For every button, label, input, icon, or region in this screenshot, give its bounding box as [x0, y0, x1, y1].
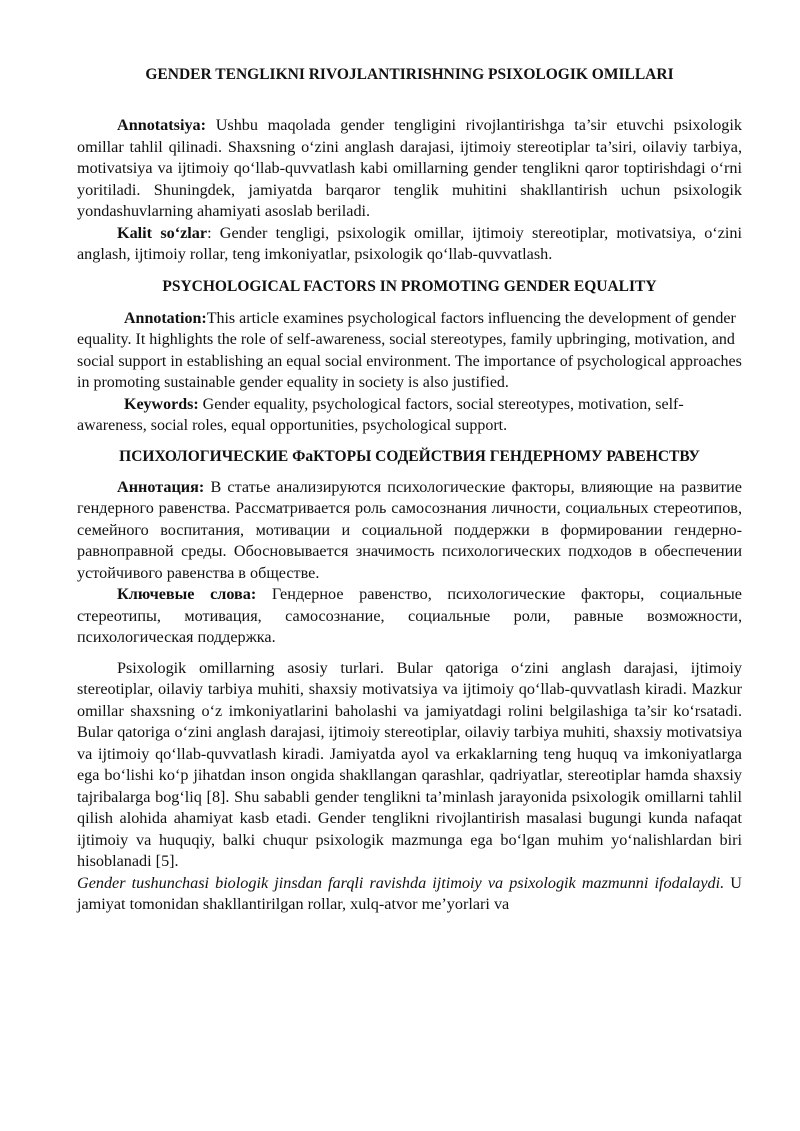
uz-keywords-text: : Gender tengligi, psixologik omillar, ijtimoiy stereotiplar, motivatsiya, o‘zini anglash, ijtimoiy rollar, teng imkoniyatlar, psixologik qo‘llab-quvvatlash. [77, 223, 742, 263]
en-section [77, 308, 742, 437]
uz-abstract-label: Annotatsiya: [117, 116, 207, 134]
en-abstract-text: This article examines psychological factors influencing the development of gender equality. It highlights the role of self-awareness, social stereotypes, family upbringing, motivation, and social support in establishing an equal social environment. The importance of psychological approaches in promoting sustainable gender equality in society is also justified. [77, 309, 742, 391]
body-paragraph-1: Psixologik omillarning asosiy turlari. Bular qatoriga o‘zini anglash darajasi, ijtimoiy stereotiplar, oilaviy tarbiya muhiti, shaxsiy motivatsiya va ijtimoiy qo‘llab-quvvatlash kiradi. Mazkur omillar shaxsning o‘z imkoniyatlarini baholashi va jamiyatdagi rolini belgilashiga ta’sir ko‘rsatadi. Bular qatoriga o‘zini anglash darajasi, ijtimoiy stereotiplar, oilaviy tarbiya muhiti, shaxsiy motivatsiya va ijtimoiy qo‘llab-quvvatlash kiradi. Jamiyatda ayol va erkaklarning teng huquq va imkoniyatlarga ega bo‘lishi ko‘p jihatdan inson ongida shakllangan qarashlar, qadriyatlar, stereotiplar hamda shaxsiy tajribalarga bog‘liq [8]. Shu sababli gender tenglikni ta’minlash jarayonida psixologik omillarni tahlil qilish alohida ahamiyat kasb etadi. Gender tenglikni rivojlantirish masalasi bugungi kunda nafaqat ijtimoiy va huquqiy, balki chuqur psixologik mazmunga ega bo‘lgan muhim yo‘nalishlardan biri hisoblanadi [5]. [77, 658, 742, 870]
paper-page [77, 58, 742, 916]
ru-abstract [77, 477, 742, 585]
ru-keywords-text: Гендерное равенство, психологические факторы, социальные стереотипы, мотивация, самосознание, социальные роли, равные возможности, психологическая поддержка. [77, 585, 742, 646]
uz-keywords [77, 223, 742, 266]
body-paragraph-2-italic: Gender tushunchasi biologik jinsdan farqli ravishda ijtimoiy va psixologik mazmunni ifodalaydi. [77, 873, 725, 892]
en-keywords-label: Keywords: [124, 395, 199, 413]
body-paragraph-2-text: U jamiyat tomonidan shakllantirilgan rollar, xulq-atvor me’yorlari va [77, 873, 742, 913]
uz-abstract-text: Ushbu maqolada gender tengligini rivojlantirishga ta’sir etuvchi psixologik omillar tahlil qilinadi. Shaxsning o‘zini anglash darajasi, ijtimoiy stereotiplar ta’siri, oilaviy tarbiya, motivatsiya va ijtimoiy qo‘llab-quvvatlash kabi omillarning gender tenglikni qaror toptirishdagi o‘rni yoritiladi. Shuningdek, jamiyatda barqaror tenglik muhitini shakllantirish uchun psixologik yondashuvlarning ahamiyati asoslab beriladi. [77, 116, 742, 220]
ru-keywords [77, 584, 742, 649]
ru-abstract-label: Аннотация: [117, 477, 205, 496]
ru-abstract-text: В статье анализируются психологические факторы, влияющие на развитие гендерного равенства. Рассматривается роль самосознания личности, социальных стереотипов, семейного воспитания, мотивации и социальной поддержки в формировании гендерно-равноправной среды. Обосновывается значимость психологических подходов в обеспечении устойчивого равенства в обществе. [77, 477, 742, 582]
en-keywords-text: Gender equality, psychological factors, social stereotypes, motivation, self-awareness, social roles, equal opportunities, psychological support. [77, 395, 684, 434]
uz-keywords-label: Kalit so‘zlar [117, 223, 208, 242]
uz-abstract [77, 115, 742, 223]
body-paragraph-2 [77, 873, 742, 916]
en-keywords [77, 394, 742, 437]
en-abstract [77, 308, 742, 394]
en-title: PSYCHOLOGICAL FACTORS IN PROMOTING GENDER EQUALITY [162, 277, 657, 295]
ru-title: ПСИХОЛОГИЧЕСКИЕ ФаКТОРЫ СОДЕЙСТВИЯ ГЕНДЕРНОМУ РАВЕНСТВУ [119, 447, 700, 465]
uz-title: GENDER TENGLIKNI RIVOJLANTIRISHNING PSIXOLOGIK OMILLARI [145, 66, 674, 83]
ru-keywords-label: Ключевые слова: [117, 585, 257, 603]
en-abstract-label: Annotation: [124, 309, 207, 327]
